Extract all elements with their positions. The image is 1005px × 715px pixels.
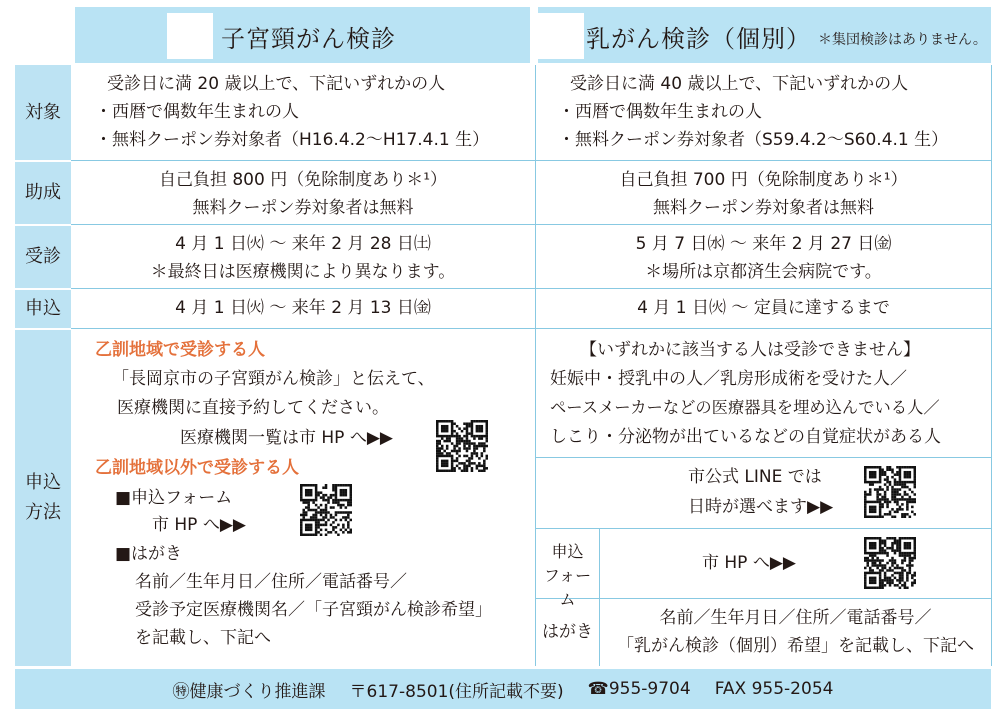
target-right-line: ・西暦で偶数年生まれの人 — [558, 102, 762, 122]
target-left-line: ・西暦で偶数年生まれの人 — [95, 102, 299, 122]
subsidy-left-line: 無料クーポン券対象者は無料 — [192, 198, 414, 218]
method-right-excluded-title: 【いずれかに該当する人は受診できません】 — [580, 340, 920, 360]
target-right-line: ・無料クーポン券対象者（S59.4.2～S60.4.1 生） — [558, 130, 949, 150]
exam-right — [536, 230, 991, 286]
method-right-line-line: 市公式 LINE では — [688, 467, 822, 487]
method-left-form-title: ■申込フォーム — [115, 488, 233, 508]
exam-left-line: 4 月 1 日㈫ ～ 来年 2 月 28 日㈯ — [175, 234, 431, 254]
grid-line — [535, 528, 991, 529]
exam-left — [71, 230, 535, 286]
method-left-postcard-line: 受診予定医療機関名／「子宮頸がん検診希望」 — [135, 600, 492, 620]
target-right — [558, 70, 948, 154]
row-label-apply: 申込 — [15, 290, 71, 328]
row-label-exam: 受診 — [15, 226, 71, 288]
row-label-target: 対象 — [15, 65, 71, 160]
header-left-mark — [167, 13, 213, 59]
method-left-line: 医療機関に直接予約してください。 — [117, 398, 389, 418]
method-right-form-link[interactable]: 市 HP へ▶▶ — [702, 553, 796, 573]
method-right-excluded-line: ペースメーカーなどの医療器具を埋め込んでいる人／ — [550, 398, 940, 417]
method-right-postcard-line: 「乳がん検診（個別）希望」を記載し、下記へ — [617, 636, 974, 656]
exam-right-line: 5 月 7 日㈬ ～ 来年 2 月 27 日㈮ — [635, 234, 892, 254]
header-right-title: 乳がん検診（個別） — [586, 25, 811, 53]
apply-right: 4 月 1 日㈫ ～ 定員に達するまで — [637, 298, 890, 318]
qr-code-icon[interactable] — [864, 466, 916, 518]
grid-line — [71, 160, 991, 161]
target-left — [95, 70, 489, 154]
footer-zip: 〒617-8501(住所記載不要) — [349, 681, 564, 702]
method-left-form-link[interactable]: 市 HP へ▶▶ — [152, 515, 246, 535]
method-left-postcard-line: 名前／生年月日／住所／電話番号／ — [135, 572, 407, 592]
method-right-line-line: 日時が選べます▶▶ — [688, 497, 834, 517]
header-right — [538, 7, 991, 63]
method-right-form-label-1: 申込 — [551, 542, 584, 561]
method-left-line: 「長岡京市の子宮頸がん検診」と伝えて、 — [112, 369, 435, 389]
target-left-line: 受診日に満 20 歳以上で、下記いずれかの人 — [107, 74, 446, 94]
row-label-method — [15, 330, 71, 666]
target-right-line: 受診日に満 40 歳以上で、下記いずれかの人 — [570, 74, 909, 94]
footer-fax: FAX 955-2054 — [714, 679, 834, 699]
method-right-excluded-line: しこり・分泌物が出ているなどの自覚症状がある人 — [550, 427, 941, 447]
header-left-title: 子宮頸がん検診 — [221, 25, 396, 53]
method-left-heading-1: 乙訓地域で受診する人 — [95, 340, 265, 360]
grid-line — [71, 328, 991, 329]
method-right-postcard-label: はがき — [542, 622, 593, 642]
apply-left: 4 月 1 日㈫ ～ 来年 2 月 13 日㈮ — [175, 298, 431, 318]
exam-left-line: ＊最終日は医療機関により異なります。 — [150, 262, 456, 282]
subsidy-left-line: 自己負担 800 円（免除制度あり＊¹） — [158, 170, 448, 190]
header-right-mark — [538, 13, 584, 59]
subsidy-right-line: 無料クーポン券対象者は無料 — [653, 198, 874, 218]
qr-code-icon[interactable] — [436, 420, 488, 472]
method-left-line: 医療機関一覧は市 HP へ▶▶ — [180, 428, 393, 448]
row-label-subsidy: 助成 — [15, 162, 71, 224]
header-right-note: ＊集団検診はありません。 — [818, 32, 987, 48]
header-left — [75, 7, 530, 63]
grid-line — [71, 224, 991, 225]
grid-line — [535, 457, 991, 458]
footer-dept: ㊕健康づくり推進課 — [172, 681, 326, 702]
method-right-excluded-line: 妊娠中・授乳中の人／乳房形成術を受けた人／ — [550, 369, 907, 389]
method-left-postcard-line: を記載し、下記へ — [135, 628, 271, 648]
subsidy-right-line: 自己負担 700 円（免除制度あり＊¹） — [619, 170, 908, 190]
grid-line — [991, 65, 992, 666]
footer-tel: ☎955-9704 — [587, 679, 691, 699]
subsidy-right — [536, 166, 991, 222]
footer — [15, 669, 991, 709]
qr-code-icon[interactable] — [300, 484, 352, 536]
subsidy-left — [71, 166, 535, 222]
grid-line — [71, 288, 991, 289]
method-right-postcard-line: 名前／生年月日／住所／電話番号／ — [659, 608, 932, 628]
row-label-method-2: 方法 — [25, 502, 61, 523]
qr-code-icon[interactable] — [864, 537, 916, 589]
method-right-form-label-2: フォーム — [543, 566, 592, 609]
method-right-form-label — [536, 540, 599, 612]
method-left-heading-2: 乙訓地域以外で受診する人 — [95, 458, 299, 478]
method-left-postcard-title: ■はがき — [115, 544, 183, 564]
exam-right-line: ＊場所は京都済生会病院です。 — [645, 262, 882, 282]
target-left-line: ・無料クーポン券対象者（H16.4.2～H17.4.1 生） — [95, 130, 490, 150]
row-label-method-1: 申込 — [25, 472, 61, 493]
grid-line — [535, 598, 991, 599]
